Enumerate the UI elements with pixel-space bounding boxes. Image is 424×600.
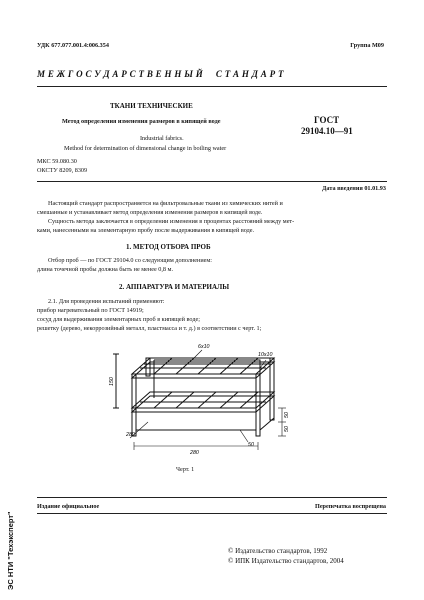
- title-en-main: Industrial fabrics.: [140, 135, 184, 142]
- udk-code: УДК 677.077.001.4:006.354: [37, 42, 109, 49]
- okstu-code: ОКСТУ 8209, 8309: [37, 167, 88, 174]
- section1-heading: 1. МЕТОД ОТБОРА ПРОБ: [126, 243, 211, 251]
- group-code: Группа М09: [350, 42, 384, 49]
- section2-line2: прибор нагревательный по ГОСТ 14919;: [37, 307, 144, 314]
- section1-line1: Отбор проб — по ГОСТ 29104.0 со следующим дополнением:: [48, 257, 213, 264]
- mks-code: МКС 59.080.30: [37, 158, 77, 165]
- title-rule: [37, 181, 387, 182]
- dim-50-top: 50: [284, 412, 290, 418]
- intro-p2-line1: Сущность метода заключается в определении изменения в процентах расстояний между мет-: [48, 218, 295, 225]
- copyright-2004: © ИПК Издательство стандартов, 2004: [228, 557, 344, 565]
- title-ru-sub: Метод определения изменения размеров в кипящей воде: [62, 118, 221, 125]
- footer-rule-2: [37, 513, 387, 514]
- dim-150: 150: [109, 377, 115, 386]
- section2-heading: 2. АППАРАТУРА И МАТЕРИАЛЫ: [119, 283, 230, 291]
- footer-rule: [37, 497, 387, 498]
- section2-line3: сосуд для выдерживания элементарных проб в кипящей воде;: [37, 316, 200, 323]
- section1-line2: длина точечной пробы должна быть не менее 0,8 м.: [37, 266, 174, 273]
- intro-p1-line2: смешанные и устанавливает метод определения изменения размеров в кипящей воде.: [37, 209, 263, 216]
- dim-280-width: 280: [190, 450, 199, 456]
- gost-number: 29104.10—91: [301, 126, 353, 136]
- dim-6x10: 6x10: [198, 344, 210, 350]
- title-ru-main: ТКАНИ ТЕХНИЧЕСКИЕ: [110, 102, 193, 110]
- dim-50-mid: 50: [284, 426, 290, 432]
- figure-caption: Черт. 1: [176, 466, 195, 473]
- standard-banner: М Е Ж Г О С У Д А Р С Т В Е Н Н Ы Й С Т А Н Д А Р Т: [37, 69, 284, 79]
- lattice-drawing: [110, 338, 300, 458]
- intro-p1-line1: Настоящий стандарт распространяется на фильтровальные ткани из химических нитей и: [48, 200, 283, 207]
- reprint-forbidden: Перепечатка воспрещена: [315, 503, 386, 510]
- intro-p2-line2: ками, нанесенными на элементарную пробу после выдерживания в кипящей воде.: [37, 227, 255, 234]
- date-intro: Дата введения 01.01.93: [322, 185, 386, 192]
- banner-rule: [37, 86, 387, 87]
- dim-280-depth: 280: [126, 432, 135, 438]
- section2-line4: решетку (дерево, некоррозийный металл, пластмасса и т. д.) в соответствии с черт. 1;: [37, 325, 262, 332]
- dim-50-bottom: 50: [248, 442, 254, 448]
- dim-10x10: 10x10: [258, 352, 273, 358]
- section2-line1: 2.1. Для проведения испытаний применяют:: [48, 298, 165, 305]
- title-en-sub: Method for determination of dimensional change in boiling water: [64, 145, 227, 152]
- copyright-1992: © Издательство стандартов, 1992: [228, 547, 328, 555]
- gost-label: ГОСТ: [314, 115, 340, 125]
- official-edition: Издание официальное: [37, 503, 100, 510]
- side-stamp: ЭС НТИ "Техэксперт": [6, 511, 15, 590]
